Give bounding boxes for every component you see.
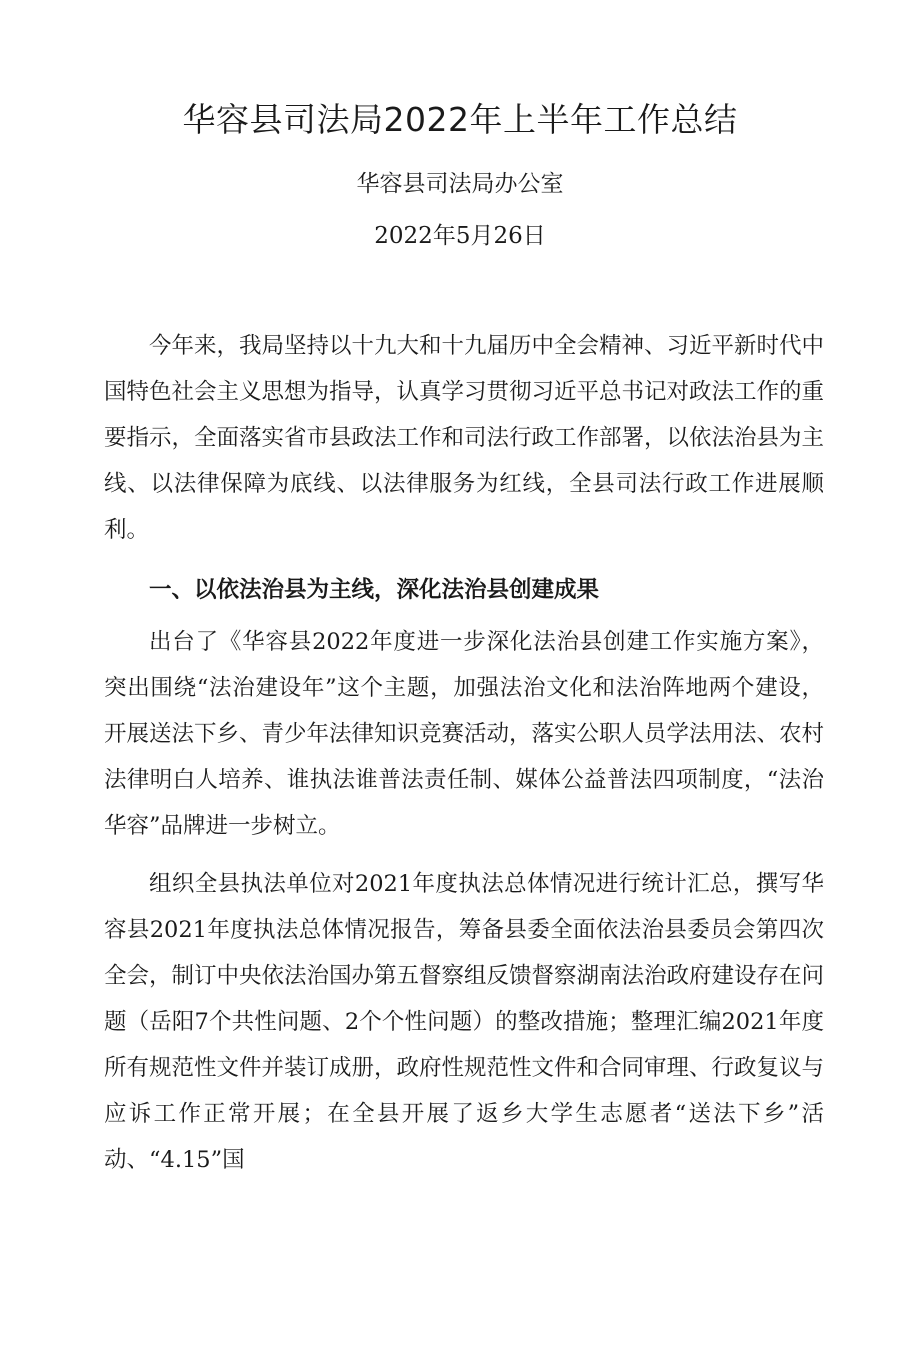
section-heading: 一、以依法治县为主线，深化法治县创建成果 — [149, 577, 600, 603]
section-paragraph: 出台了《华容县2022年度进一步深化法治县创建工作实施方案》，突出围绕“法治建设年”这个主题，加强法治文化和法治阵地两个建设，开展送法下乡、青少年法律知识竞赛活动，落实公职人员学法用法、农村法律明白人培养、谁执法谁普法责任制、媒体公益普法四项制度，“法治华容”品牌进一步树立。 — [104, 629, 825, 839]
document-title: 华容县司法局2022年上半年工作总结 — [182, 100, 738, 139]
intro-paragraph: 今年来，我局坚持以十九大和十九届历中全会精神、习近平新时代中国特色社会主义思想为指导，认真学习贯彻习近平总书记对政法工作的重要指示，全面落实省市县政法工作和司法行政工作部署，以依法治县为主线、以法律保障为底线、以法律服务为红线，全县司法行政工作进展顺利。 — [104, 333, 825, 543]
document-date: 2022年5月26日 — [374, 223, 546, 249]
document-issuer: 华容县司法局办公室 — [356, 171, 564, 197]
section-paragraph: 组织全县执法单位对2021年度执法总体情况进行统计汇总，撰写华容县2021年度执法总体情况报告，筹备县委全面依法治县委员会第四次全会，制订中央依法治国办第五督察组反馈督察湖南法治政府建设存在问题（岳阳7个共性问题、2个个性问题）的整改措施；整理汇编2021年度所有规范性文件并装订成册，政府性规范性文件和合同审理、行政复议与应诉工作正常开展；在全县开展了返乡大学生志愿者“送法下乡”活动、“4.15”国 — [104, 871, 825, 1173]
document-body — [104, 323, 824, 1195]
